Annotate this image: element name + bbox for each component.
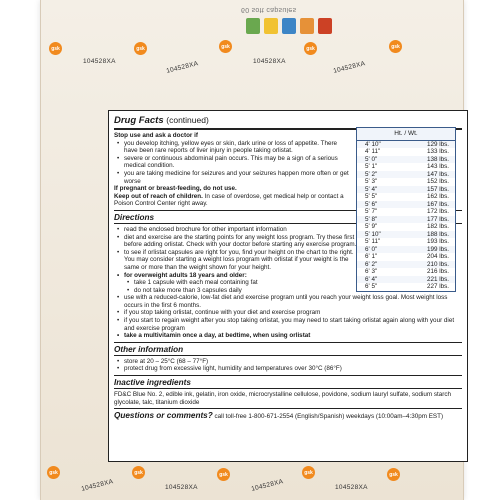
weight-cell: 216 lbs. (426, 268, 449, 276)
height-cell: 4' 10" (365, 140, 381, 148)
height-cell: 6' 2" (365, 260, 378, 268)
lot-code: 104528XA (80, 478, 115, 493)
list-item: • store at 20 – 25°C (68 – 77°F) (120, 358, 462, 366)
weight-cell: 162 lbs. (426, 193, 449, 201)
multivitamin-note: • take a multivitamin once a day, at bedtime, when using orlistat (120, 332, 462, 340)
height-cell: 4' 11" (365, 148, 381, 156)
height-weight-table (356, 127, 456, 292)
height-cell: 5' 3" (365, 178, 378, 186)
gsk-logo-icon: gsk (217, 468, 230, 481)
table-row (357, 201, 455, 209)
directions-heading: Directions (114, 212, 155, 222)
lot-code: 104528XA (250, 478, 285, 493)
list-item: • to see if orlistat capsules are right for you, find your height on the chart to the right. You may consider starting a weight loss program with orlistat if your weight is the same or more than the weight shown for your height. (120, 249, 362, 272)
table-row (357, 216, 455, 224)
weight-cell: 177 lbs. (426, 215, 449, 223)
product-box (40, 0, 464, 500)
height-cell: 5' 11" (365, 238, 381, 246)
weight-cell: 199 lbs. (426, 245, 449, 253)
weight-cell: 210 lbs. (426, 260, 449, 268)
lot-code: 104528XA (83, 58, 116, 65)
table-row (357, 268, 455, 276)
weight-cell: 133 lbs. (426, 148, 449, 156)
table-row (357, 186, 455, 194)
children-warning (114, 193, 352, 208)
weight-cell: 138 lbs. (426, 155, 449, 163)
weight-cell: 204 lbs. (426, 253, 449, 261)
height-cell: 5' 8" (365, 215, 378, 223)
lot-code: 104528XA (165, 484, 198, 491)
children-warning-bold: Keep out of reach of children. (114, 192, 203, 200)
list-item: • do not take more than 3 capsules daily (130, 287, 462, 295)
height-cell: 5' 0" (365, 155, 378, 163)
table-row (357, 193, 455, 201)
questions-block (114, 411, 462, 421)
list-item: • if you stop taking orlistat, continue with your diet and exercise program (120, 309, 462, 317)
gsk-logo-icon: gsk (132, 466, 145, 479)
table-row (357, 178, 455, 186)
list-item: • use with a reduced-calorie, low-fat diet and exercise program until you reach your weight loss goal. Most weight loss occurs in the first 6 months. (120, 294, 462, 309)
weight-cell: 172 lbs. (426, 208, 449, 216)
gsk-logo-icon: gsk (387, 468, 400, 481)
height-cell: 5' 1" (365, 163, 378, 171)
height-cell: 6' 5" (365, 283, 378, 291)
continued-label: (continued) (166, 115, 209, 125)
color-stripes (246, 18, 332, 34)
weight-cell: 227 lbs. (426, 283, 449, 291)
height-cell: 5' 2" (365, 170, 378, 178)
gsk-logo-icon: gsk (304, 42, 317, 55)
table-row (357, 246, 455, 254)
height-cell: 5' 6" (365, 200, 378, 208)
table-row (357, 261, 455, 269)
list-item: • you develop itching, yellow eyes or skin, dark urine or loss of appetite. There have been rare reports of liver injury in people taking orlistat. (120, 140, 352, 155)
table-body (357, 141, 455, 291)
height-cell: 6' 3" (365, 268, 378, 276)
panel-title (114, 114, 462, 127)
gsk-logo-icon: gsk (134, 42, 147, 55)
weight-cell: 188 lbs. (426, 230, 449, 238)
table-row (357, 238, 455, 246)
table-row (357, 163, 455, 171)
drug-facts-title: Drug Facts (114, 115, 164, 126)
table-row (357, 231, 455, 239)
list-item: • if you start to regain weight after you stop taking orlistat, you may need to start taking orlistat again along with your diet and exercise program (120, 317, 462, 332)
table-row (357, 276, 455, 284)
gsk-logo-icon: gsk (389, 40, 402, 53)
list-item: • severe or continuous abdominal pain occurs. This may be a sign of a serious medical condition. (120, 155, 352, 170)
height-cell: 6' 0" (365, 245, 378, 253)
divider (114, 388, 462, 389)
height-cell: 5' 5" (365, 193, 378, 201)
color-stripe (300, 18, 314, 34)
weight-cell: 193 lbs. (426, 238, 449, 246)
list-item: • protect drug from excessive light, humidity and temperatures over 30°C (86°F) (120, 365, 462, 373)
lot-code: 104528XA (332, 60, 367, 75)
table-row (357, 253, 455, 261)
inactive-heading: Inactive ingredients (114, 378, 191, 388)
lot-code: 104528XA (253, 58, 286, 65)
drug-facts-panel (108, 110, 468, 462)
gsk-logo-icon: gsk (49, 42, 62, 55)
gsk-logo-icon: gsk (47, 466, 60, 479)
inactive-text: FD&C Blue No. 2, edible ink, gelatin, iron oxide, microcrystalline cellulose, povidone, sodium lauryl sulfate, sodium starch glycolate, talc, titanium dioxide (114, 391, 452, 406)
stop-use-list (114, 140, 352, 186)
height-cell: 5' 9" (365, 223, 378, 231)
other-info-list (114, 358, 462, 373)
weight-cell: 143 lbs. (426, 163, 449, 171)
height-cell: 6' 4" (365, 275, 378, 283)
table-row (357, 223, 455, 231)
table-row (357, 156, 455, 164)
list-item: • diet and exercise are the starting points for any weight loss program. Try these first before adding orlistat. Check with your doctor before starting any exercise program. (120, 234, 362, 249)
top-code-row-text (41, 58, 463, 86)
table-row (357, 283, 455, 291)
weight-cell: 221 lbs. (426, 275, 449, 283)
height-cell: 5' 4" (365, 185, 378, 193)
table-row (357, 141, 455, 149)
color-stripe (318, 18, 332, 34)
list-item: • take 1 capsule with each meal containing fat (130, 279, 462, 287)
stop-use-heading: Stop use and ask a doctor if (114, 132, 198, 139)
weight-cell: 147 lbs. (426, 170, 449, 178)
box-top-flap (41, 0, 463, 105)
list-item: • read the enclosed brochure for other important information (120, 226, 362, 234)
divider (114, 355, 462, 356)
table-row (357, 148, 455, 156)
bottom-code-row (41, 466, 463, 494)
color-stripe (282, 18, 296, 34)
height-cell: 6' 1" (365, 253, 378, 261)
color-stripe (246, 18, 260, 34)
questions-heading: Questions or comments? (114, 411, 213, 421)
lot-code: 104528XA (335, 484, 368, 491)
divider (114, 408, 462, 409)
weight-cell: 182 lbs. (426, 223, 449, 231)
divider (114, 342, 462, 343)
children-warning-text: In case of overdose, get medical help or contact a Poison Control Center right away. (114, 192, 344, 208)
table-header: Ht. / Wt. (357, 128, 455, 141)
other-info-heading: Other information (114, 344, 184, 354)
table-row (357, 171, 455, 179)
height-cell: 5' 7" (365, 208, 378, 216)
list-item: • you are taking medicine for seizures and your seizures happen more often or get worse (120, 170, 352, 185)
height-cell: 5' 10" (365, 230, 381, 238)
gsk-logo-icon: gsk (219, 40, 232, 53)
gsk-logo-icon: gsk (302, 466, 315, 479)
weight-cell: 152 lbs. (426, 178, 449, 186)
weight-cell: 157 lbs. (426, 185, 449, 193)
pregnancy-warning: If pregnant or breast-feeding, do not use. (114, 185, 237, 193)
lot-code: 104528XA (165, 60, 200, 75)
table-row (357, 208, 455, 216)
divider (114, 375, 462, 376)
weight-cell: 167 lbs. (426, 200, 449, 208)
mirrored-label: 60 soft capsules (241, 6, 297, 13)
weight-cell: 129 lbs. (426, 140, 449, 148)
adults-heading: • for overweight adults 18 years and older: (120, 272, 462, 280)
questions-text: call toll-free 1-800-671-2554 (English/Spanish) weekdays (10:00am–4:30pm EST) (212, 413, 444, 421)
left-column-top (114, 132, 352, 208)
color-stripe (264, 18, 278, 34)
